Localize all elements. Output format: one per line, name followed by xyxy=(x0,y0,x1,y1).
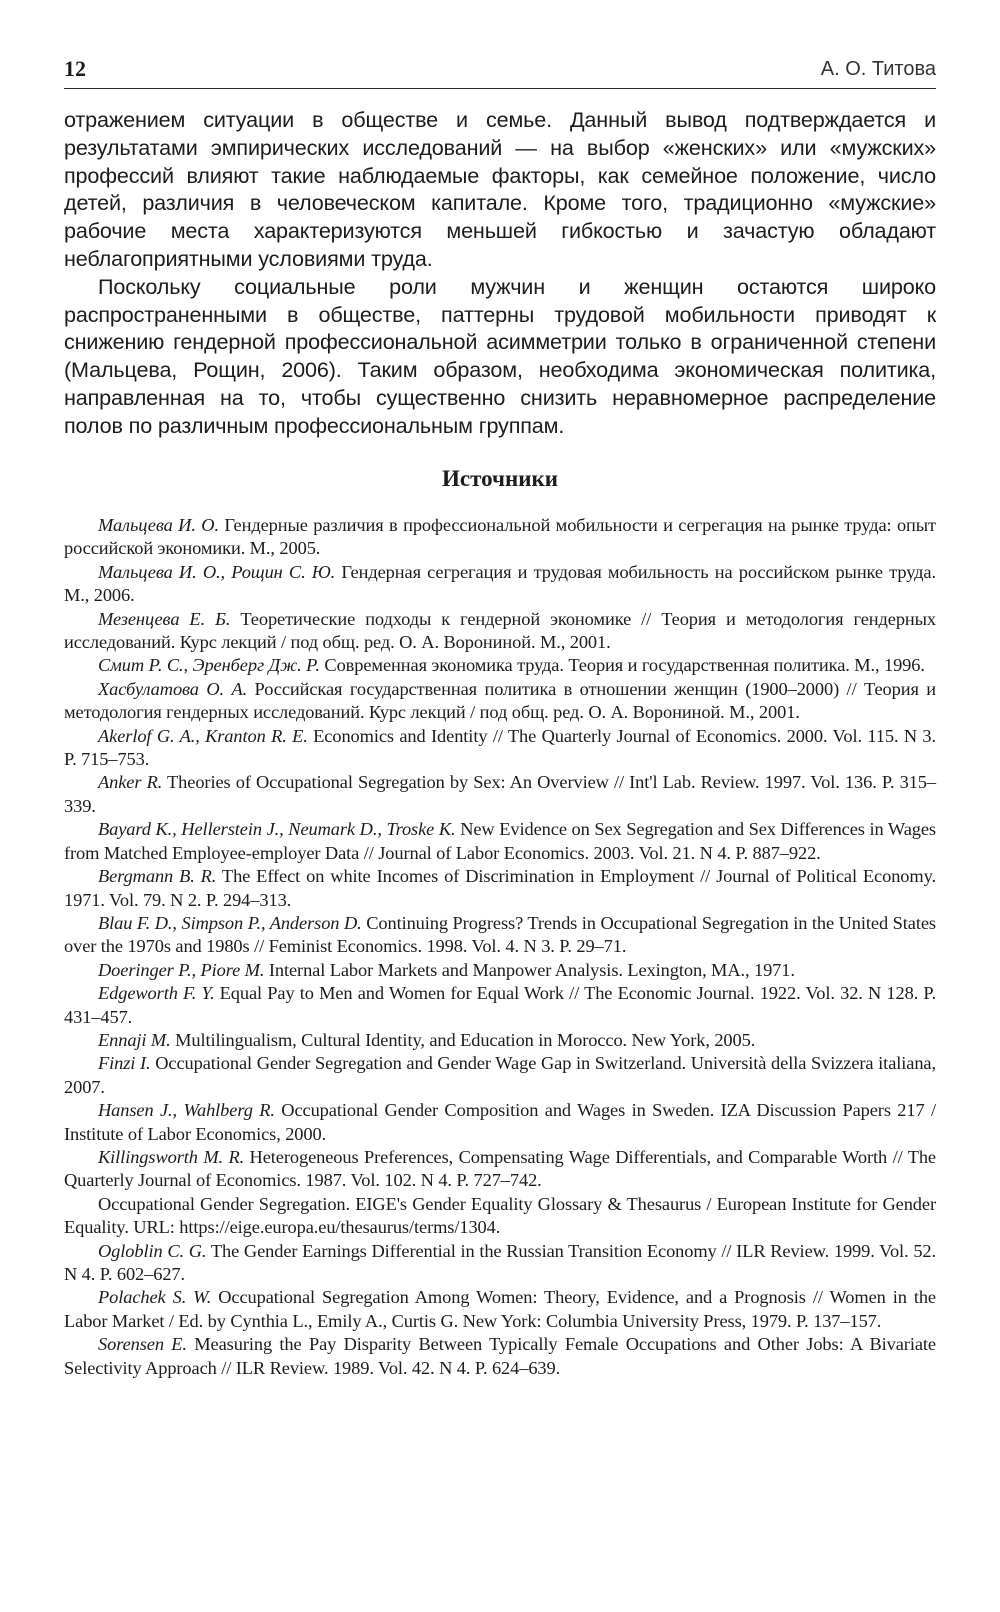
reference-item xyxy=(64,1052,936,1099)
body-text xyxy=(64,106,936,440)
reference-authors: Мальцева И. О., Рощин С. Ю. xyxy=(98,561,336,582)
reference-authors: Bayard K., Hellerstein J., Neumark D., Troske K. xyxy=(98,819,456,840)
reference-item xyxy=(64,1193,936,1240)
page-header xyxy=(64,54,936,89)
reference-authors: Смит Р. С., Эренберг Дж. Р. xyxy=(98,655,320,676)
reference-text: Economics and Identity // The Quarterly Journal of Economics. 2000. Vol. 115. N 3. P. 715–753. xyxy=(64,725,937,770)
reference-item xyxy=(64,514,936,561)
reference-item xyxy=(64,912,936,959)
reference-text: Theories of Occupational Segregation by Sex: An Overview // Int'l Lab. Review. 1997. Vol. 136. P. 315–339. xyxy=(64,772,936,816)
reference-text: The Effect on white Incomes of Discrimination in Employment // Journal of Political Economy. 1971. Vol. 79. N 2. P. 294–313. xyxy=(64,866,936,910)
reference-authors: Killingsworth M. R. xyxy=(98,1146,245,1167)
reference-text: Equal Pay to Men and Women for Equal Work // The Economic Journal. 1922. Vol. 32. N 128. P. 431–457. xyxy=(64,983,936,1027)
reference-authors: Bergmann B. R. xyxy=(98,866,217,887)
reference-authors: Doeringer P., Piore M. xyxy=(98,959,265,980)
reference-authors: Sorensen E. xyxy=(98,1334,187,1355)
reference-authors: Ennaji M. xyxy=(98,1029,171,1050)
reference-text: Continuing Progress? Trends in Occupational Segregation in the United States over the 1970s and 1980s // Feminist Economics. 1998. Vol. 4. N 3. P. 29–71. xyxy=(64,912,936,957)
reference-item xyxy=(64,561,936,608)
reference-item xyxy=(64,818,936,865)
reference-item xyxy=(64,1029,936,1052)
reference-item xyxy=(64,1099,936,1146)
reference-text: Internal Labor Markets and Manpower Analysis. Lexington, MA., 1971. xyxy=(264,959,795,980)
reference-text: Occupational Segregation Among Women: Theory, Evidence, and a Prognosis // Women in the Labor Market / Ed. by Cynthia L., Emily A., Curtis G. New York: Columbia University Press, 1979. P. 137–157. xyxy=(64,1287,936,1331)
reference-text: Measuring the Pay Disparity Between Typically Female Occupations and Other Jobs: A Bivariate Selectivity Approach // ILR Review. 1989. Vol. 42. N 4. P. 624–639. xyxy=(64,1334,936,1378)
reference-item xyxy=(64,982,936,1029)
reference-authors: Мальцева И. О. xyxy=(98,515,219,535)
reference-text: Occupational Gender Composition and Wages in Sweden. IZA Discussion Papers 217 / Institute of Labor Economics, 2000. xyxy=(64,1100,936,1144)
reference-authors: Хасбулатова О. А. xyxy=(98,678,248,699)
reference-text: Гендерная сегрегация и трудовая мобильность на российском рынке труда. М., 2006. xyxy=(64,561,936,606)
running-head: А. О. Титова xyxy=(820,58,936,80)
reference-item xyxy=(64,959,936,982)
reference-text: Occupational Gender Segregation and Gender Wage Gap in Switzerland. Università della Svizzera italiana, 2007. xyxy=(64,1053,936,1097)
reference-text: Теоретические подходы к гендерной экономике // Теория и методология гендерных исследований. Курс лекций / под общ. ред. О. А. Ворониной. М., 2001. xyxy=(64,608,937,653)
reference-authors: Akerlof G. A., Kranton R. E. xyxy=(98,725,308,746)
reference-authors: Finzi I. xyxy=(98,1053,151,1074)
references-title: Источники xyxy=(442,466,558,491)
reference-authors: Hansen J., Wahlberg R. xyxy=(98,1100,275,1121)
reference-text: Гендерные различия в профессиональной мобильности и сегрегация на рынке труда: опыт российской экономики. М., 2005. xyxy=(64,515,936,559)
reference-text: Heterogeneous Preferences, Compensating Wage Differentials, and Comparable Worth // The Quarterly Journal of Economics. 1987. Vol. 102. N 4. P. 727–742. xyxy=(64,1146,936,1191)
reference-item xyxy=(64,1240,936,1287)
references-list xyxy=(64,514,936,1380)
reference-item xyxy=(64,1333,936,1380)
reference-text: The Gender Earnings Differential in the Russian Transition Economy // ILR Review. 1999. Vol. 52. N 4. P. 602–627. xyxy=(64,1240,937,1284)
reference-item xyxy=(64,865,936,912)
reference-item xyxy=(64,725,936,772)
paragraph: отражением ситуации в обществе и семье. Данный вывод подтверждается и результатами эмпирических исследований — на выбор «женских» или «мужских» профессий влияют такие наблюдаемые факторы, как семейное положение, число детей, различия в человеческом капитале. Кроме того, традиционно «мужские» рабочие места характеризуются меньшей гибкостью и зачастую обладают неблагоприятными условиями труда. xyxy=(64,107,936,271)
reference-authors: Ogloblin C. G. xyxy=(98,1240,207,1261)
reference-item xyxy=(64,1286,936,1333)
paragraph: Поскольку социальные роли мужчин и женщин остаются широко распространенными в обществе, паттерны трудовой мобильности приводят к снижению гендерной профессиональной асимметрии только в ограниченной степени (Мальцева, Рощин, 2006). Таким образом, необходима экономическая политика, направленная на то, чтобы существенно снизить неравномерное распределение полов по различным профессиональным группам. xyxy=(64,273,936,438)
reference-authors: Edgeworth F. Y. xyxy=(98,983,215,1004)
reference-authors: Мезенцева Е. Б. xyxy=(98,608,231,629)
reference-authors: Blau F. D., Simpson P., Anderson D. xyxy=(98,912,362,933)
reference-item xyxy=(64,1146,936,1193)
reference-text: Occupational Gender Segregation. EIGE's Gender Equality Glossary & Thesaurus / European Institute for Gender Equality. URL: https://eige.europa.eu/thesaurus/terms/1304. xyxy=(64,1193,936,1238)
reference-item xyxy=(64,678,936,725)
reference-item xyxy=(64,771,936,818)
reference-authors: Anker R. xyxy=(98,772,163,793)
page-number: 12 xyxy=(64,56,86,81)
reference-item xyxy=(64,654,936,677)
reference-text: Российская государственная политика в отношении женщин (1900–2000) // Теория и методология гендерных исследований. Курс лекций / под общ. ред. О. А. Ворониной. М., 2001. xyxy=(64,678,936,723)
reference-text: Современная экономика труда. Теория и государственная политика. М., 1996. xyxy=(319,655,925,676)
reference-text: New Evidence on Sex Segregation and Sex Differences in Wages from Matched Employee-employer Data // Journal of Labor Economics. 2003. Vol. 21. N 4. P. 887–922. xyxy=(64,819,936,863)
reference-item xyxy=(64,608,936,655)
reference-authors: Polachek S. W. xyxy=(98,1287,212,1308)
reference-text: Multilingualism, Cultural Identity, and Education in Morocco. New York, 2005. xyxy=(170,1029,756,1050)
